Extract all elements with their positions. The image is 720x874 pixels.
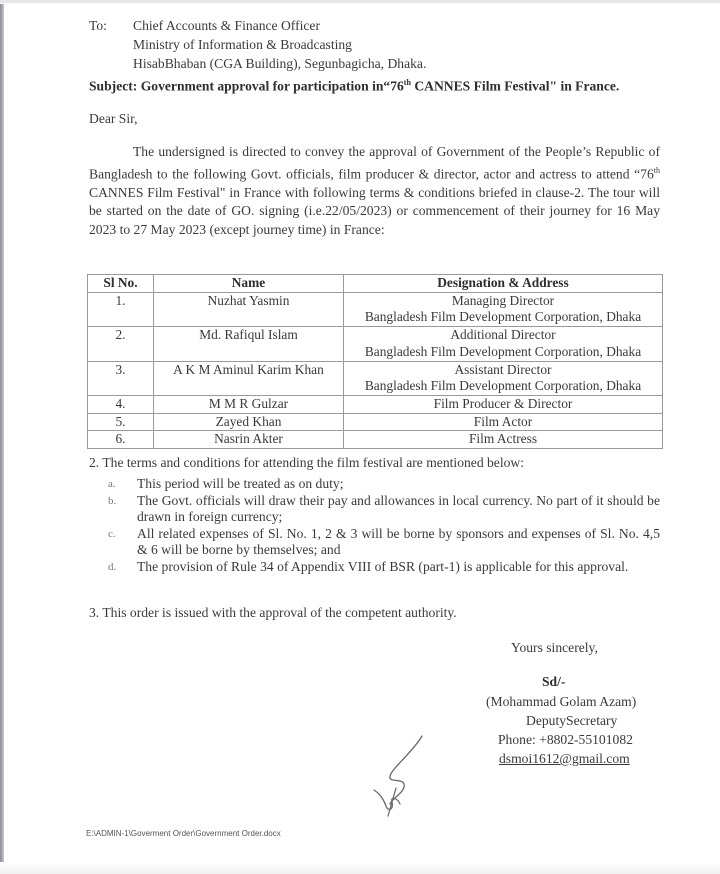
- address: Bangladesh Film Development Corporation, Dhaka: [364, 309, 642, 325]
- cell-designation: [344, 327, 663, 361]
- header-designation: Designation & Address: [344, 275, 663, 293]
- cell-name: Nuzhat Yasmin: [154, 292, 344, 326]
- table-row: [88, 431, 663, 449]
- cell-name: M M R Gulzar: [154, 395, 344, 413]
- table-row: [88, 361, 663, 395]
- term-text: The provision of Rule 34 of Appendix VIII of BSR (part-1) is applicable for this approval.: [137, 558, 629, 574]
- signer-name: (Mohammad Golam Azam): [486, 694, 637, 709]
- cell-sl: 2.: [88, 327, 154, 361]
- body-paragraph: [89, 143, 660, 240]
- address: Bangladesh Film Development Corporation, Dhaka: [364, 343, 642, 359]
- term-text: The Govt. officials will draw their pay and allowances in local currency. No part of it should be drawn in foreign currency;: [137, 492, 660, 525]
- table-row: [88, 395, 663, 413]
- term-letter: a.: [108, 478, 116, 490]
- term-item: [108, 476, 660, 493]
- term-letter: d.: [108, 560, 117, 573]
- cell-name: Nasrin Akter: [154, 431, 344, 449]
- body-text-part1: The undersigned is directed to convey the approval of Government of the People’s Republic of Bangladesh to the following Govt. officials, film producer & director, actor and actress to attend “76: [89, 144, 660, 182]
- cell-sl: 1.: [88, 292, 154, 326]
- file-path-footer: E:\ADMIN-1\Goverment Order\Government Order.docx: [86, 829, 281, 838]
- designation: Additional Director: [450, 327, 556, 343]
- page-left-edge: [0, 4, 4, 864]
- subject-superscript: th: [403, 78, 411, 87]
- term-letter: b.: [108, 494, 117, 507]
- recipient-line: HisabBhaban (CGA Building), Segunbagicha, Dhaka.: [133, 56, 427, 71]
- terms-heading: 2. The terms and conditions for attending the film festival are mentioned below:: [89, 455, 525, 470]
- signer-title: DeputySecretary: [526, 713, 618, 728]
- cell-sl: 4.: [88, 395, 154, 413]
- cell-designation: [344, 361, 663, 395]
- cell-name: Zayed Khan: [154, 413, 344, 431]
- term-item: [108, 526, 660, 559]
- designation: Assistant Director: [454, 361, 552, 377]
- header-sl-no: Sl No.: [88, 275, 154, 293]
- signed-mark: Sd/-: [542, 674, 566, 689]
- subject-suffix: CANNES Film Festival" in France.: [410, 78, 620, 94]
- subject-line: [89, 78, 619, 95]
- recipient-line: Chief Accounts & Finance Officer: [133, 18, 320, 33]
- salutation: Dear Sir,: [89, 111, 138, 126]
- cell-designation: [344, 292, 663, 326]
- signer-phone: Phone: +8802-55101082: [498, 732, 633, 747]
- table-header-row: [88, 275, 663, 293]
- cell-sl: 5.: [88, 413, 154, 431]
- subject-prefix: Subject: Government approval for participation in“76: [89, 78, 404, 94]
- address: Bangladesh Film Development Corporation, Dhaka: [364, 378, 642, 394]
- term-text: All related expenses of Sl. No. 1, 2 & 3 will be borne by sponsors and expenses of Sl. No. 4,5 & 6 will be borne by themselves; and: [137, 525, 660, 558]
- closing: Yours sincerely,: [511, 640, 598, 655]
- term-text: This period will be treated as on duty;: [137, 476, 344, 491]
- handwritten-signature-icon: [362, 728, 442, 818]
- body-superscript: th: [653, 165, 660, 175]
- cell-designation: Film Actor: [344, 413, 663, 431]
- cell-designation: Film Producer & Director: [344, 395, 663, 413]
- cell-name: A K M Aminul Karim Khan: [154, 361, 344, 395]
- table-row: [88, 292, 663, 326]
- term-letter: c.: [108, 527, 116, 540]
- cell-designation: Film Actress: [344, 431, 663, 449]
- table-row: [88, 327, 663, 361]
- header-name: Name: [154, 275, 344, 293]
- table-row: [88, 413, 663, 431]
- cell-sl: 6.: [88, 431, 154, 449]
- final-note: 3. This order is issued with the approval of the competent authority.: [89, 605, 457, 620]
- participants-table: [87, 274, 663, 449]
- signer-email-link[interactable]: dsmoi1612@gmail.com: [499, 751, 630, 766]
- recipient-address: [133, 16, 426, 73]
- page-bottom-edge: [0, 862, 720, 874]
- designation: Managing Director: [451, 292, 555, 308]
- term-item: [108, 493, 660, 526]
- page-top-edge: [0, 0, 720, 3]
- terms-list: [108, 476, 660, 576]
- to-label: To:: [89, 18, 107, 33]
- body-text-part2: CANNES Film Festival" in France with following terms & conditions briefed in clause-2. The tour will be started on the date of GO. signing (i.e.22/05/2023) or commencement of their journey for 16 May 2023 to 27 May 2023 (except journey time) in France:: [89, 184, 660, 237]
- recipient-line: Ministry of Information & Broadcasting: [133, 37, 352, 52]
- cell-sl: 3.: [88, 361, 154, 395]
- term-item: [108, 559, 660, 576]
- cell-name: Md. Rafiqul Islam: [154, 327, 344, 361]
